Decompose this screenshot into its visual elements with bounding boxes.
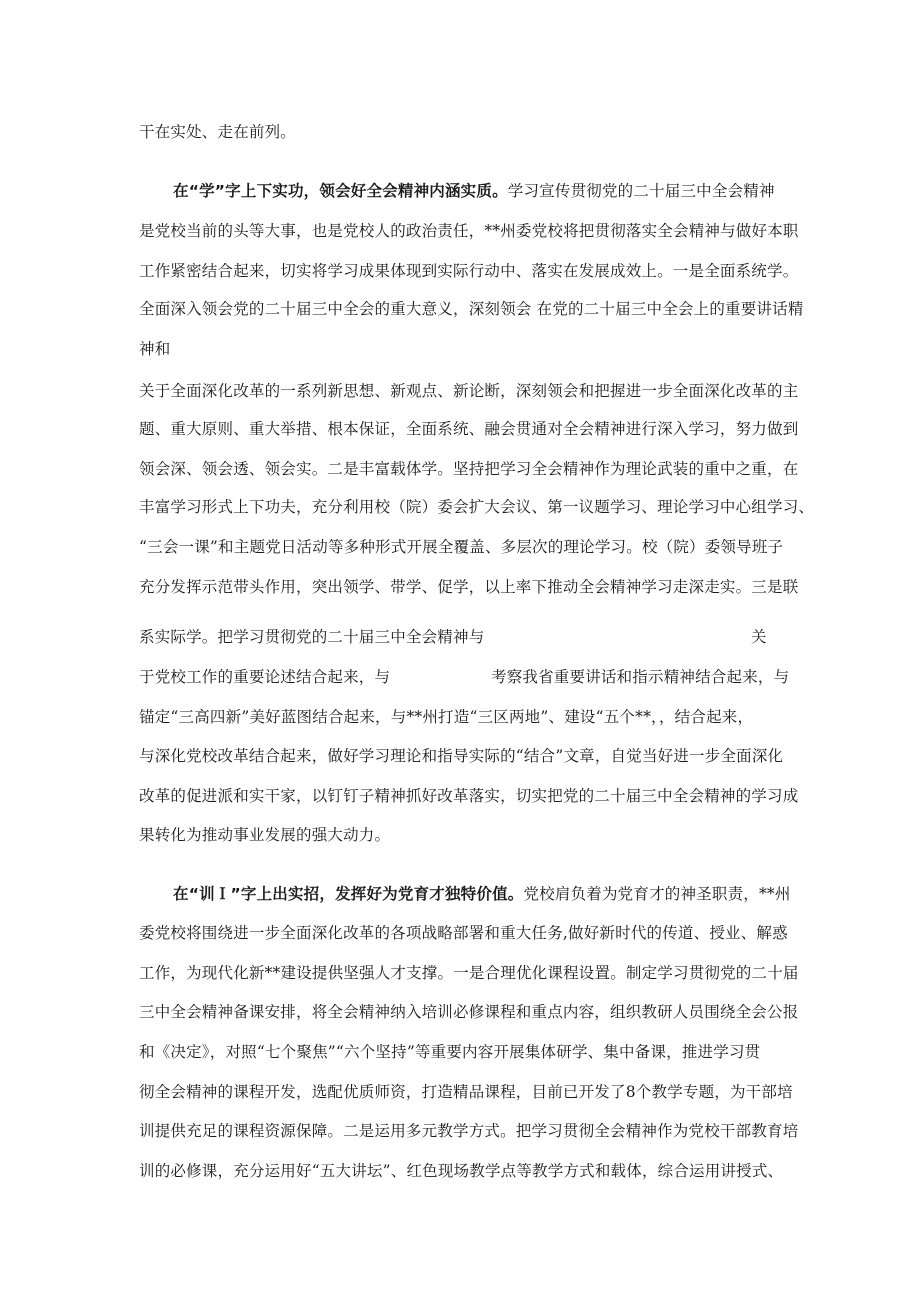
paragraph-xun-heading: 在“训Ｉ”字上出实招，发挥好为党育才独特价值。 [173,885,524,903]
paragraph-xue-first-line [173,181,775,201]
text-line: 充分发挥示范带头作用，突出领学、带学、促学，以上率下推动全会精神学习走深走实。三是联 [139,578,799,596]
text-line: 关 [751,628,767,646]
text-line: 丰富学习形式上下功夫，充分利用校（院）委会扩大会议、第一议题学习、理论学习中心组学习、 [139,498,815,516]
text-line: 题、重大原则、重大举措、根本保证，全面系统、融会贯通对全会精神进行深入学习，努力做到 [139,420,799,438]
text-line: 彻全会精神的课程开发，选配优质师资，打造精品课程，目前已开发了8个教学专题，为干部培 [139,1083,793,1101]
text-line: 训的必修课，充分运用好“五大讲坛”、红色现场教学点等教学方式和载体，综合运用讲授式、 [139,1162,784,1180]
paragraph-xun-text: 党校肩负着为党育才的神圣职责，**州 [523,885,791,903]
text-line: “三会一课”和主题党日活动等多种形式开展全覆盖、多层次的理论学习。校（院）委领导班子 [139,538,784,556]
text-line: 与深化党校改革结合起来，做好学习理论和指导实际的“结合”文章，自觉当好进一步全面深化 [139,747,784,765]
text-line: 工作紧密结合起来，切实将学习成果体现到实际行动中、落实在发展成效上。一是全面系统学。 [139,262,799,280]
text-line: 三中全会精神备课安排，将全会精神纳入培训必修课程和重点内容，组织教研人员围绕全会公报 [139,1003,799,1021]
text-line: 神和 [139,340,171,358]
text-line: 系实际学。把学习贯彻党的二十届三中全会精神与 [139,628,485,646]
text-line: 和《决定》，对照“七个聚焦”“六个坚持”等重要内容开展集体研学、集中备课，推进学习贯 [139,1043,761,1061]
text-line: 果转化为推动事业发展的强大动力。 [139,826,391,844]
text-line: 工作，为现代化新**建设提供坚强人才支撑。一是合理优化课程设置。制定学习贯彻党的二十届 [139,964,799,982]
paragraph-xue-text: 学习宣传贯彻党的二十届三中全会精神 [507,182,775,200]
text-line: 是党校当前的头等大事，也是党校人的政治责任，**州委党校将把贯彻落实全会精神与做好本职 [139,222,799,240]
text-line: 关于全面深化改革的一系列新思想、新观点、新论断，深刻领会和把握进一步全面深化改革的主 [139,382,799,400]
text-line: 领会深、领会透、领会实。二是丰富载体学。坚持把学习全会精神作为理论武装的重中之重，在 [139,460,799,478]
text-line: 训提供充足的课程资源保障。二是运用多元教学方式。把学习贯彻全会精神作为党校干部教育培 [139,1122,799,1140]
paragraph-xue-heading: 在“学”字上下实功，领会好全会精神内涵实质。 [173,182,508,200]
text-fragment: 于党校工作的重要论述结合起来，与 [139,668,391,686]
text-line: 改革的促进派和实干家，以钉钉子精神抓好改革落实，切实把党的二十届三中全会精神的学习成 [139,787,799,805]
paragraph-xun-first-line [173,884,791,904]
text-line: 干在实处、走在前列。 [139,123,297,141]
text-line-split [139,667,390,687]
text-line: 全面深入领会党的二十届三中全会的重大意义，深刻领会 在党的二十届三中全会上的重要讲话精 [139,300,804,318]
text-line: 锚定“三高四新”美好蓝图结合起来，与**州打造“三区两地”、建设“五个**，，结合起来， [139,708,754,726]
text-fragment-right: 考察我省重要讲话和指示精神结合起来，与 [491,668,790,686]
text-line: 委党校将围绕进一步全面深化改革的各项战略部署和重大任务,做好新时代的传道、授业、解惑 [139,924,788,942]
